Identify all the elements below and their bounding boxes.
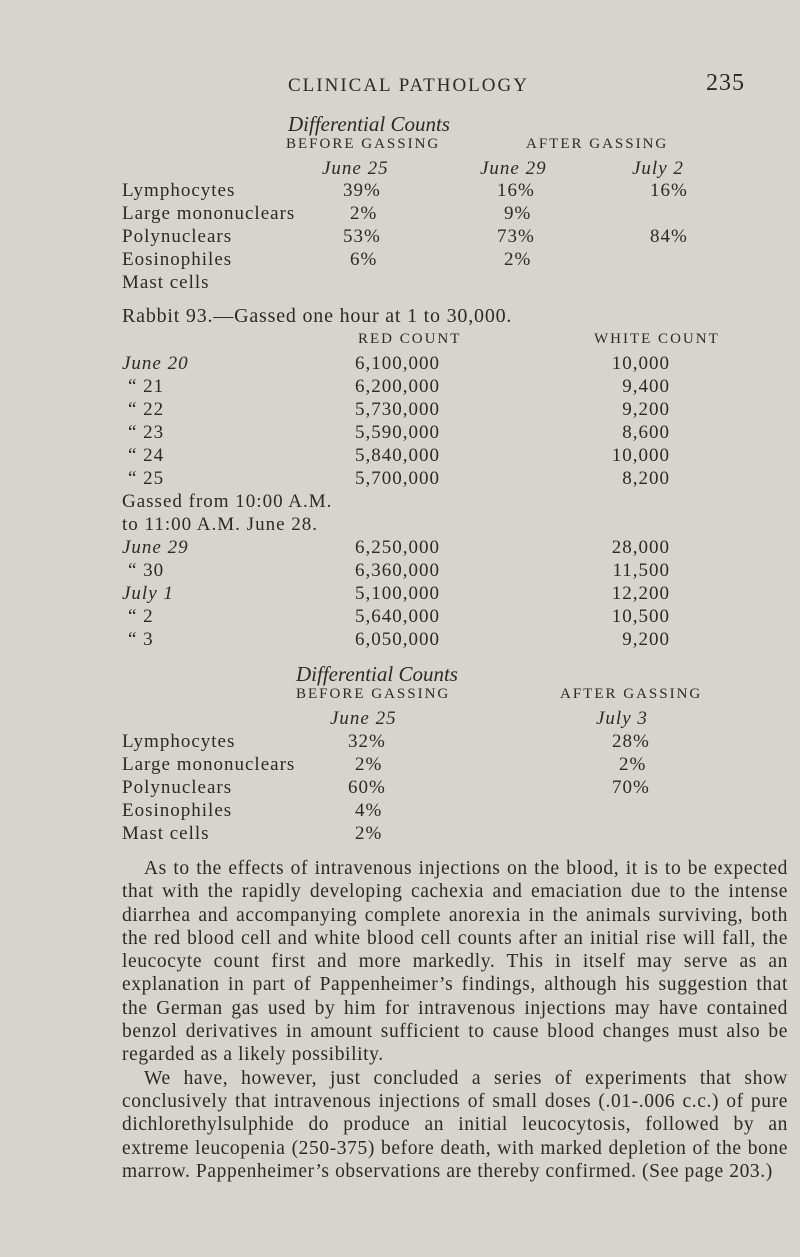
diff2-cell: 32% [348, 731, 386, 752]
count-date: June 20 [122, 353, 189, 374]
diff2-date: June 25 [330, 708, 397, 729]
diff1-after-label: AFTER GASSING [526, 136, 669, 152]
white-count-cell: 11,500 [612, 560, 670, 581]
diff1-date: July 2 [632, 158, 684, 179]
diff2-row-label: Mast cells [122, 823, 210, 844]
diff2-cell: 2% [355, 754, 383, 775]
diff2-cell: 4% [355, 800, 383, 821]
diff2-cell: 28% [612, 731, 650, 752]
diff1-cell: 39% [343, 180, 381, 201]
red-count-cell: 5,730,000 [355, 399, 440, 420]
white-count-cell: 8,600 [622, 422, 670, 443]
gassed-note-line1: Gassed from 10:00 A.M. [122, 491, 333, 512]
red-count-cell: 6,050,000 [355, 629, 440, 650]
diff1-cell: 53% [343, 226, 381, 247]
paragraph: As to the effects of intravenous injections on the blood, it is to be expected that with the rapidly developing cachexia and emaciation due to the intense diarrhea and accompanying complete anorexia in the animals surviving, both the red blood cell and white blood cell counts after an initial rise will fall, the leucocyte count first and more markedly. This in itself may serve as an explanation in part of Pappenheimer’s findings, although his suggestion that the German gas used by him for intravenous injections may have contained benzol derivatives in amount sufficient to cause blood changes must also be regarded as a likely possibility. [122, 858, 788, 1066]
count-date: June 29 [122, 537, 189, 558]
red-count-cell: 5,700,000 [355, 468, 440, 489]
count-date: “ 22 [128, 399, 165, 420]
diff2-row-label: Eosinophiles [122, 800, 233, 821]
red-count-cell: 5,840,000 [355, 445, 440, 466]
diff1-date: June 29 [480, 158, 547, 179]
count-date: “ 30 [128, 560, 165, 581]
white-count-cell: 28,000 [611, 537, 670, 558]
red-count-cell: 5,640,000 [355, 606, 440, 627]
diff2-cell: 2% [355, 823, 383, 844]
paragraph: We have, however, just concluded a series of experiments that show conclusively that intravenous injections of small doses (.01-.006 c.c.) of pure dichlorethylsulphide do produce an initial leucocytosis, followed by an extreme leucopenia (250-375) before death, with marked depletion of the bone marrow. Pappenheimer’s observations are thereby confirmed. (See page 203.) [122, 1067, 788, 1182]
diff2-cell: 2% [619, 754, 647, 775]
count-date: “ 25 [128, 468, 165, 489]
diff1-row-label: Polynuclears [122, 226, 233, 247]
red-count-cell: 6,200,000 [355, 376, 440, 397]
diff1-row-label: Eosinophiles [122, 249, 233, 270]
diff1-cell: 6% [350, 249, 378, 270]
count-date: “ 2 [128, 606, 154, 627]
white-count-cell: 9,400 [622, 376, 670, 397]
diff2-row-label: Large mononuclears [122, 754, 296, 775]
red-count-cell: 5,100,000 [355, 583, 440, 604]
diff2-cell: 60% [348, 777, 386, 798]
count-date: “ 21 [128, 376, 165, 397]
diff2-cell: 70% [612, 777, 650, 798]
diff2-row-label: Lymphocytes [122, 731, 236, 752]
white-count-cell: 10,000 [611, 445, 670, 466]
count-date: “ 24 [128, 445, 165, 466]
diff1-row-label: Large mononuclears [122, 203, 296, 224]
red-count-cell: 6,360,000 [355, 560, 440, 581]
diff1-cell: 2% [504, 249, 532, 270]
count-date: “ 3 [128, 629, 154, 650]
count-date: July 1 [122, 583, 174, 604]
red-count-cell: 5,590,000 [355, 422, 440, 443]
white-count-cell: 9,200 [622, 629, 670, 650]
red-count-cell: 6,100,000 [355, 353, 440, 374]
diff1-cell: 84% [650, 226, 688, 247]
rabbit-heading: Rabbit 93.—Gassed one hour at 1 to 30,000. [122, 305, 513, 327]
red-count-label: RED COUNT [358, 331, 462, 347]
diff1-cell: 16% [650, 180, 688, 201]
white-count-cell: 10,000 [611, 353, 670, 374]
count-date: “ 23 [128, 422, 165, 443]
diff1-title: Differential Counts [288, 112, 450, 136]
diff1-row-label: Mast cells [122, 272, 210, 293]
body-text [122, 857, 788, 1183]
white-count-cell: 10,500 [611, 606, 670, 627]
diff2-row-label: Polynuclears [122, 777, 233, 798]
diff2-title: Differential Counts [296, 662, 458, 686]
diff2-after-label: AFTER GASSING [560, 686, 703, 702]
diff1-cell: 9% [504, 203, 532, 224]
white-count-cell: 12,200 [611, 583, 670, 604]
gassed-note-line2: to 11:00 A.M. June 28. [122, 514, 318, 535]
diff1-cell: 2% [350, 203, 378, 224]
diff1-cell: 73% [497, 226, 535, 247]
diff1-before-label: BEFORE GASSING [286, 136, 441, 152]
red-count-cell: 6,250,000 [355, 537, 440, 558]
running-title: CLINICAL PATHOLOGY [288, 75, 529, 96]
diff1-cell: 16% [497, 180, 535, 201]
page-number: 235 [706, 70, 745, 96]
diff1-row-label: Lymphocytes [122, 180, 236, 201]
diff2-date: July 3 [596, 708, 648, 729]
diff1-date: June 25 [322, 158, 389, 179]
white-count-cell: 9,200 [622, 399, 670, 420]
diff2-before-label: BEFORE GASSING [296, 686, 451, 702]
white-count-cell: 8,200 [622, 468, 670, 489]
white-count-label: WHITE COUNT [594, 331, 720, 347]
